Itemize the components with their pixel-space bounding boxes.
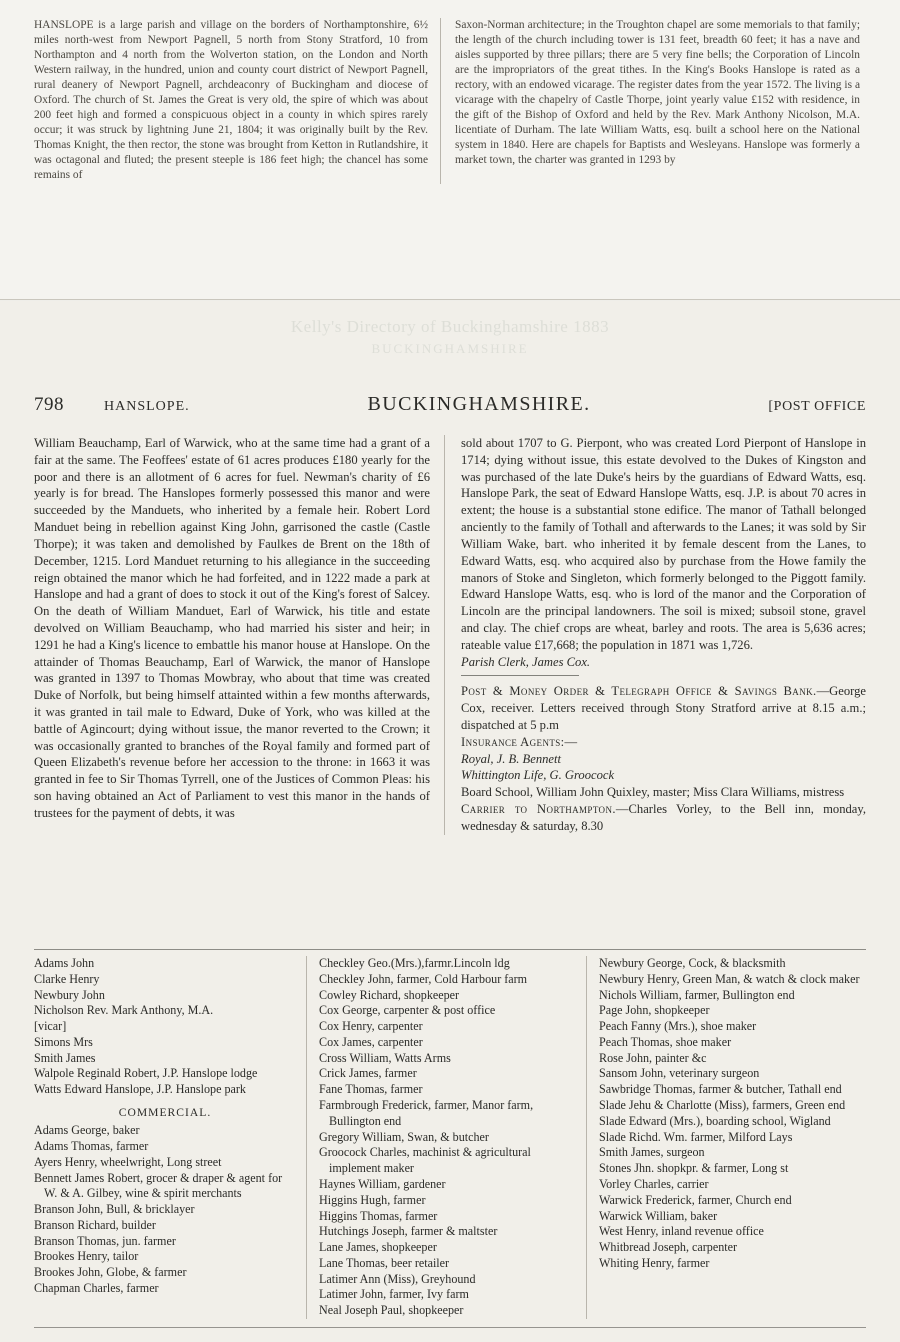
list-item: Latimer Ann (Miss), Greyhound xyxy=(319,1271,476,1286)
list-item: Nicholson Rev. Mark Anthony, M.A. xyxy=(34,1003,214,1018)
divider xyxy=(461,675,579,676)
list-item: Haynes William, gardener xyxy=(319,1176,446,1191)
fragment-left-text: HANSLOPE is a large parish and village on the borders of Northamptonshire, 6½ miles north-west from Newport Pagnell, 5 north from Stony Stratford, 10 from Northampton and 4 north from the Wolverton station, on the London and North Western railway, in the hundred, union and county court district of Newport Pagnell, rural deanery of Newport Pagnell, archdeaconry of Buckingham and diocese of Oxford. The church of St. James the Great is very old, the spire of which was about 200 feet high and formed a conspicuous object in a county in which spires rarely occur; it was struck by lightning June 21, 1804; it was originally built by the Rev. Thomas Knight, the then rector, the stone was brought from Ketton in Rutlandshire, it was octagonal and fluted; the present steeple is 186 feet high; the chancel has some remains of xyxy=(34,19,428,182)
carrier-text: —Charles Vorley, to the Bell inn, monday, wednesday & saturday, 8.30 xyxy=(461,802,866,833)
directory-column-1 xyxy=(34,956,306,1319)
carrier-heading: Carrier to Northampton. xyxy=(461,802,616,817)
fragment-right-column xyxy=(440,18,860,184)
article-right-text: sold about 1707 to G. Pierpont, who was created Lord Pierpont of Hanslope in 1714; dying without issue, this estate devolved to the Dukes of Kingston and was purchased of the late Duke's heirs by the guardians of Edward Watts, esq. Hanslope Park, the seat of Edward Hanslope Watts, esq. J.P. is about 70 acres in extent; the house is a substantial stone edifice. The manor of Tathall belonged anciently to the family of Tothall and afterwards to the Lanes; it was sold by Sir William Wake, bart. who inherited it by female descent from the Lanes, to Edward Watts, esq. who acquired also by purchase from the Howe family the manors of Stoke and Singleton, which formerly belonged to the Piggott family. Edward Hanslope Watts, esq. who is lord of the manor and the Corporation of Lincoln are the principal landowners. The soil is mixed; subsoil stone, gravel and clay. The chief crops are wheat, barley and roots. The area is 5,636 acres; rateable value £17,668; the population in 1871 was 1,726. xyxy=(461,436,866,652)
list-item: Cox James, carpenter xyxy=(319,1034,423,1049)
list-item: Rose John, painter &c xyxy=(599,1050,707,1065)
list-item: Cox Henry, carpenter xyxy=(319,1019,423,1034)
insurance-item-1: Whittington Life, G. Groocock xyxy=(461,768,615,783)
carrier-entry xyxy=(461,801,866,835)
list-item: West Henry, inland revenue office xyxy=(599,1224,764,1239)
list-item: Gregory William, Swan, & butcher xyxy=(319,1129,489,1144)
list-item: Whitbread Joseph, carpenter xyxy=(599,1240,738,1255)
fragment-left-column xyxy=(34,18,440,184)
list-item: Page John, shopkeeper xyxy=(599,1003,710,1018)
watermark-line-2: BUCKINGHAMSHIRE xyxy=(371,341,529,356)
header-right-label: [POST OFFICE xyxy=(768,399,866,414)
list-item: Smith James, surgeon xyxy=(599,1145,705,1160)
post-office-heading: Post & Money Order & Telegraph Office & Savings Bank. xyxy=(461,684,817,699)
list-item: Warwick Frederick, farmer, Church end xyxy=(599,1192,792,1207)
list-item: Peach Thomas, shoe maker xyxy=(599,1034,732,1049)
directory-column-2 xyxy=(306,956,586,1319)
header-county: BUCKINGHAMSHIRE. xyxy=(367,393,591,415)
list-item: Crick James, farmer xyxy=(319,1066,417,1081)
list-item: Adams George, baker xyxy=(34,1123,140,1138)
list-item: Cowley Richard, shopkeeper xyxy=(319,987,460,1002)
list-item: Smith James xyxy=(34,1050,96,1065)
list-item: Newbury George, Cock, & blacksmith xyxy=(599,956,786,970)
list-item: Checkley Geo.(Mrs.),farmr.Lincoln ldg xyxy=(319,956,510,970)
directory-top-rule xyxy=(34,949,866,950)
header-place: HANSLOPE. xyxy=(104,399,190,414)
list-item: Newbury John xyxy=(34,987,105,1002)
post-office-text: —George Cox, receiver. Letters received through Stony Stratford arrive at 8.15 a.m.; dispatched at 5 p.m xyxy=(461,684,866,732)
list-item: Sawbridge Thomas, farmer & butcher, Tathall end xyxy=(599,1082,842,1097)
previous-page-fragment xyxy=(0,0,900,300)
list-item: Simons Mrs xyxy=(34,1034,93,1049)
list-item: Nichols William, farmer, Bullington end xyxy=(599,987,795,1002)
directory-page xyxy=(0,301,900,1342)
list-item: Adams Thomas, farmer xyxy=(34,1138,149,1153)
watermark-line-1: Kelly's Directory of Buckinghamshire 1883 xyxy=(290,317,610,336)
list-item: Latimer John, farmer, Ivy farm xyxy=(319,1287,469,1302)
list-item: Fane Thomas, farmer xyxy=(319,1082,423,1097)
watermark xyxy=(0,317,900,357)
list-item: Walpole Reginald Robert, J.P. Hanslope lodge xyxy=(34,1066,258,1081)
list-item: Lane Thomas, beer retailer xyxy=(319,1255,450,1270)
list-item: Clarke Henry xyxy=(34,971,100,986)
list-item: Chapman Charles, farmer xyxy=(34,1280,159,1295)
post-office-entry xyxy=(461,683,866,733)
article-body xyxy=(34,435,866,835)
list-item: Whiting Henry, farmer xyxy=(599,1255,710,1270)
list-item: Branson Thomas, jun. farmer xyxy=(34,1233,176,1248)
list-item: Vorley Charles, carrier xyxy=(599,1176,709,1191)
list-item: Cox George, carpenter & post office xyxy=(319,1003,496,1018)
list-item: Stones Jhn. shopkpr. & farmer, Long st xyxy=(599,1161,789,1176)
fragment-right-text: Saxon-Norman architecture; in the Troughton chapel are some memorials to that family; the length of the church including tower is 131 feet, breadth 60 feet; it has a nave and aisles supported by three pillars; there are 5 very fine bells; the Corporation of Lincoln are the impropriators of the great tithes. In the King's Books Hanslope is rated as a rectory, with an endowed vicarage. The register dates from the year 1572. The living is a vicarage with the chapelry of Castle Thorpe, joint yearly value £152 with residence, in the gift of the Bishop of Oxford and held by the Rev. Mark Anthony Nicolson, M.A. licentiate of Durham. The late William Watts, esq. built a school here on the National system in 1840. Here are chapels for Baptists and Wesleyans. Hanslope was formerly a market town, the charter was granted in 1293 by xyxy=(455,19,860,167)
list-item: Neal Joseph Paul, shopkeeper xyxy=(319,1303,464,1318)
list-item: Slade Richd. Wm. farmer, Milford Lays xyxy=(599,1129,793,1144)
list-item: Branson Richard, builder xyxy=(34,1217,156,1232)
list-item: Branson John, Bull, & bricklayer xyxy=(34,1202,195,1217)
list-item: Checkley John, farmer, Cold Harbour farm xyxy=(319,971,528,986)
list-item: Slade Jehu & Charlotte (Miss), farmers, Green end xyxy=(599,1098,846,1113)
list-item: Newbury Henry, Green Man, & watch & clock maker xyxy=(599,971,860,986)
commercial-section-heading: COMMERCIAL. xyxy=(118,1106,212,1120)
list-item: Higgins Thomas, farmer xyxy=(319,1208,438,1223)
list-item: Peach Fanny (Mrs.), shoe maker xyxy=(599,1019,757,1034)
list-item: Watts Edward Hanslope, J.P. Hanslope park xyxy=(34,1082,246,1097)
page-number: 798 xyxy=(34,394,64,415)
insurance-item-0: Royal, J. B. Bennett xyxy=(461,751,562,766)
insurance-heading: Insurance Agents:— xyxy=(461,734,578,749)
list-item: Brookes Henry, tailor xyxy=(34,1249,139,1264)
directory-column-3 xyxy=(586,956,866,1319)
list-item: Ayers Henry, wheelwright, Long street xyxy=(34,1154,222,1169)
list-item: Warwick William, baker xyxy=(599,1208,718,1223)
list-item: Lane James, shopkeeper xyxy=(319,1240,437,1255)
list-item: Slade Edward (Mrs.), boarding school, Wigland xyxy=(599,1113,831,1128)
list-item: Higgins Hugh, farmer xyxy=(319,1192,426,1207)
list-item: Groocock Charles, machinist & agricultural implement maker xyxy=(319,1145,531,1176)
list-item: Hutchings Joseph, farmer & maltster xyxy=(319,1224,498,1239)
list-item: Sansom John, veterinary surgeon xyxy=(599,1066,760,1081)
board-school-entry: Board School, William John Quixley, master; Miss Clara Williams, mistress xyxy=(461,785,845,800)
list-item: Farmbrough Frederick, farmer, Manor farm, Bullington end xyxy=(319,1098,534,1128)
list-item: Brookes John, Globe, & farmer xyxy=(34,1265,187,1280)
page-header xyxy=(34,393,866,416)
list-item: [vicar] xyxy=(34,1019,67,1034)
directory-bottom-rule xyxy=(34,1327,866,1328)
list-item: Adams John xyxy=(34,956,95,970)
article-left-text: William Beauchamp, Earl of Warwick, who at the same time had a grant of a fair at the same. The Feoffees' estate of 61 acres produces £180 yearly for the poor and there is an allotment of 6 acres for fuel. Newman's charity of £6 yearly is for bread. The Hanslopes formerly possessed this manor and were succeeded by the Manduets, who inherited by a female heir. Robert Lord Manduet being in rebellion against King John, garrisoned the castle (Castle Thorpe); it was taken and demolished by Faulkes de Brent on the 18th of December, 1215. Lord Manduet returning to his allegiance in the succeeding reign obtained the manor which he had forfeited, and in 1222 made a park at Hanslope and had a grant of does to stock it out of the King's forest of Salcey. On the death of William Manduet, Earl of Warwick, his title and estate devolved on William Beauchamp, who had married his sister and heir; in 1291 he had a King's licence to embattle his manor house at Hanslope. On the attainder of Thomas Beauchamp, Earl of Warwick, the manor of Hanslope was granted in 1397 to Thomas Mowbray, who about that time was created Duke of Norfolk, but being himself attainted within a few months afterwards, it was granted in tail male to Edward, Duke of York, who was killed at the battle of Agincourt; dying without issue, the manor reverted to the Crown; it was occasionally granted to branches of the Royal family and formed part of Queen Elizabeth's revenue before her accession to the throne: in 1663 it was granted in fee to Sir Thomas Tyrrell, one of the Justices of Common Pleas: his son having obtained an Act of Parliament to vest this manor in the hands of trustees for the payment of debts, it was xyxy=(34,436,430,820)
article-left-column xyxy=(34,435,444,835)
article-right-column xyxy=(444,435,866,835)
list-item: Bennett James Robert, grocer & draper & agent for W. & A. Gilbey, wine & spirit merchants xyxy=(34,1170,283,1201)
directory-listing xyxy=(34,956,866,1319)
parish-clerk-line: Parish Clerk, James Cox. xyxy=(461,654,591,669)
list-item: Cross William, Watts Arms xyxy=(319,1050,451,1065)
